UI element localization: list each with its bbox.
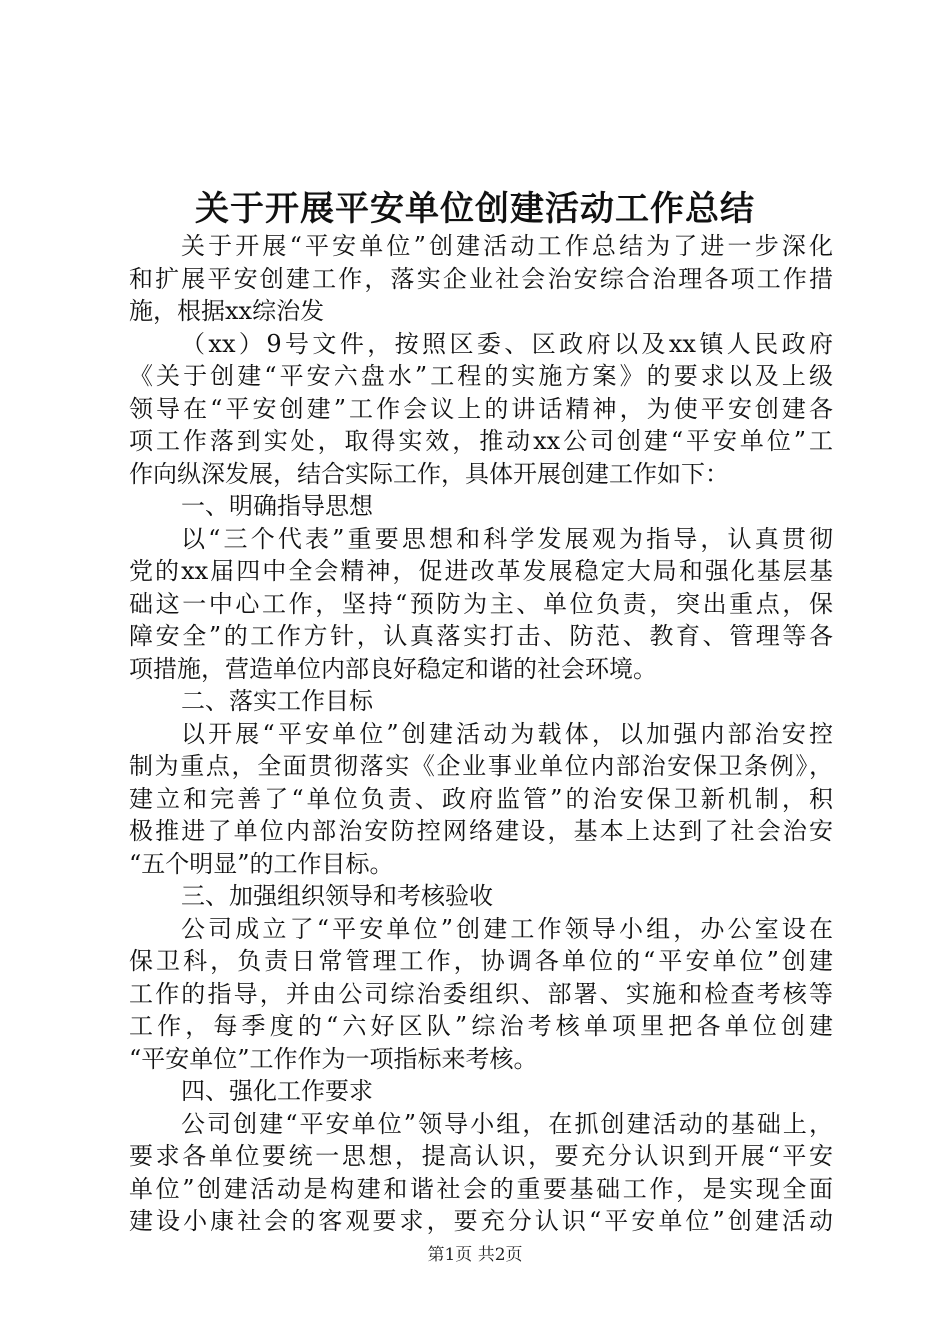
section-heading: 四、强化工作要求	[181, 1077, 373, 1105]
paragraph-line: “五个明显”的工作目标。	[129, 849, 394, 878]
section-heading: 二、落实工作目标	[181, 687, 373, 715]
paragraph-line: 建立和完善了“单位负责、政府监管”的治安保卫新机制，积	[129, 784, 833, 813]
paragraph-line: 作向纵深发展，结合实际工作，具体开展创建工作如下：	[129, 459, 729, 488]
paragraph-line: 单位”创建活动是构建和谐社会的重要基础工作，是实现全面	[129, 1174, 833, 1203]
paragraph-line: 公司创建“平安单位”领导小组，在抓创建活动的基础上，	[181, 1109, 833, 1138]
paragraph-line: 公司成立了“平安单位”创建工作领导小组，办公室设在	[181, 914, 833, 943]
paragraph-line: 制为重点，全面贯彻落实《企业事业单位内部治安保卫条例》，	[129, 752, 833, 780]
document-title: 关于开展平安单位创建活动工作总结	[195, 189, 755, 229]
paragraph-line: 关于开展“平安单位”创建活动工作总结为了进一步深化	[181, 232, 833, 260]
paragraph-line: 领导在“平安创建”工作会议上的讲话精神，为使平安创建各	[129, 394, 833, 423]
paragraph-line: 要求各单位要统一思想，提高认识，要充分认识到开展“平安	[129, 1142, 833, 1170]
paragraph-line: 施，根据xx综治发	[129, 297, 325, 325]
paragraph-line: 以“三个代表”重要思想和科学发展观为指导，认真贯彻	[181, 524, 833, 553]
paragraph-line: 《关于创建“平安六盘水”工程的实施方案》的要求以及上级	[129, 362, 833, 390]
paragraph-line: 项工作落到实处，取得实效，推动xx公司创建“平安单位”工	[129, 427, 833, 455]
paragraph-line: 和扩展平安创建工作，落实企业社会治安综合治理各项工作措	[129, 264, 833, 293]
section-heading: 三、加强组织领导和考核验收	[181, 882, 493, 910]
paragraph-line: （xx）9号文件，按照区委、区政府以及xx镇人民政府	[181, 329, 833, 358]
paragraph-line: 础这一中心工作，坚持“预防为主、单位负责，突出重点，保	[129, 589, 833, 618]
paragraph-line: 项措施，营造单位内部良好稳定和谐的社会环境。	[129, 654, 657, 683]
paragraph-line: 党的xx届四中全会精神，促进改革发展稳定大局和强化基层基	[129, 557, 833, 585]
paragraph-line: 保卫科，负责日常管理工作，协调各单位的“平安单位”创建	[129, 947, 833, 975]
paragraph-line: 障安全”的工作方针，认真落实打击、防范、教育、管理等各	[129, 622, 833, 650]
paragraph-line: 工作，每季度的“六好区队”综治考核单项里把各单位创建	[129, 1012, 833, 1040]
paragraph-line: “平安单位”工作作为一项指标来考核。	[129, 1044, 538, 1073]
paragraph-line: 建设小康社会的客观要求，要充分认识“平安单位”创建活动	[129, 1207, 833, 1235]
paragraph-line: 工作的指导，并由公司综治委组织、部署、实施和检查考核等	[129, 979, 833, 1008]
section-heading: 一、明确指导思想	[181, 492, 373, 520]
document-body	[129, 230, 833, 1238]
paragraph-line: 极推进了单位内部治安防控网络建设，基本上达到了社会治安	[129, 817, 833, 845]
paragraph-line: 以开展“平安单位”创建活动为载体，以加强内部治安控	[181, 719, 833, 748]
page-number-footer: 第1页 共2页	[427, 1245, 523, 1265]
